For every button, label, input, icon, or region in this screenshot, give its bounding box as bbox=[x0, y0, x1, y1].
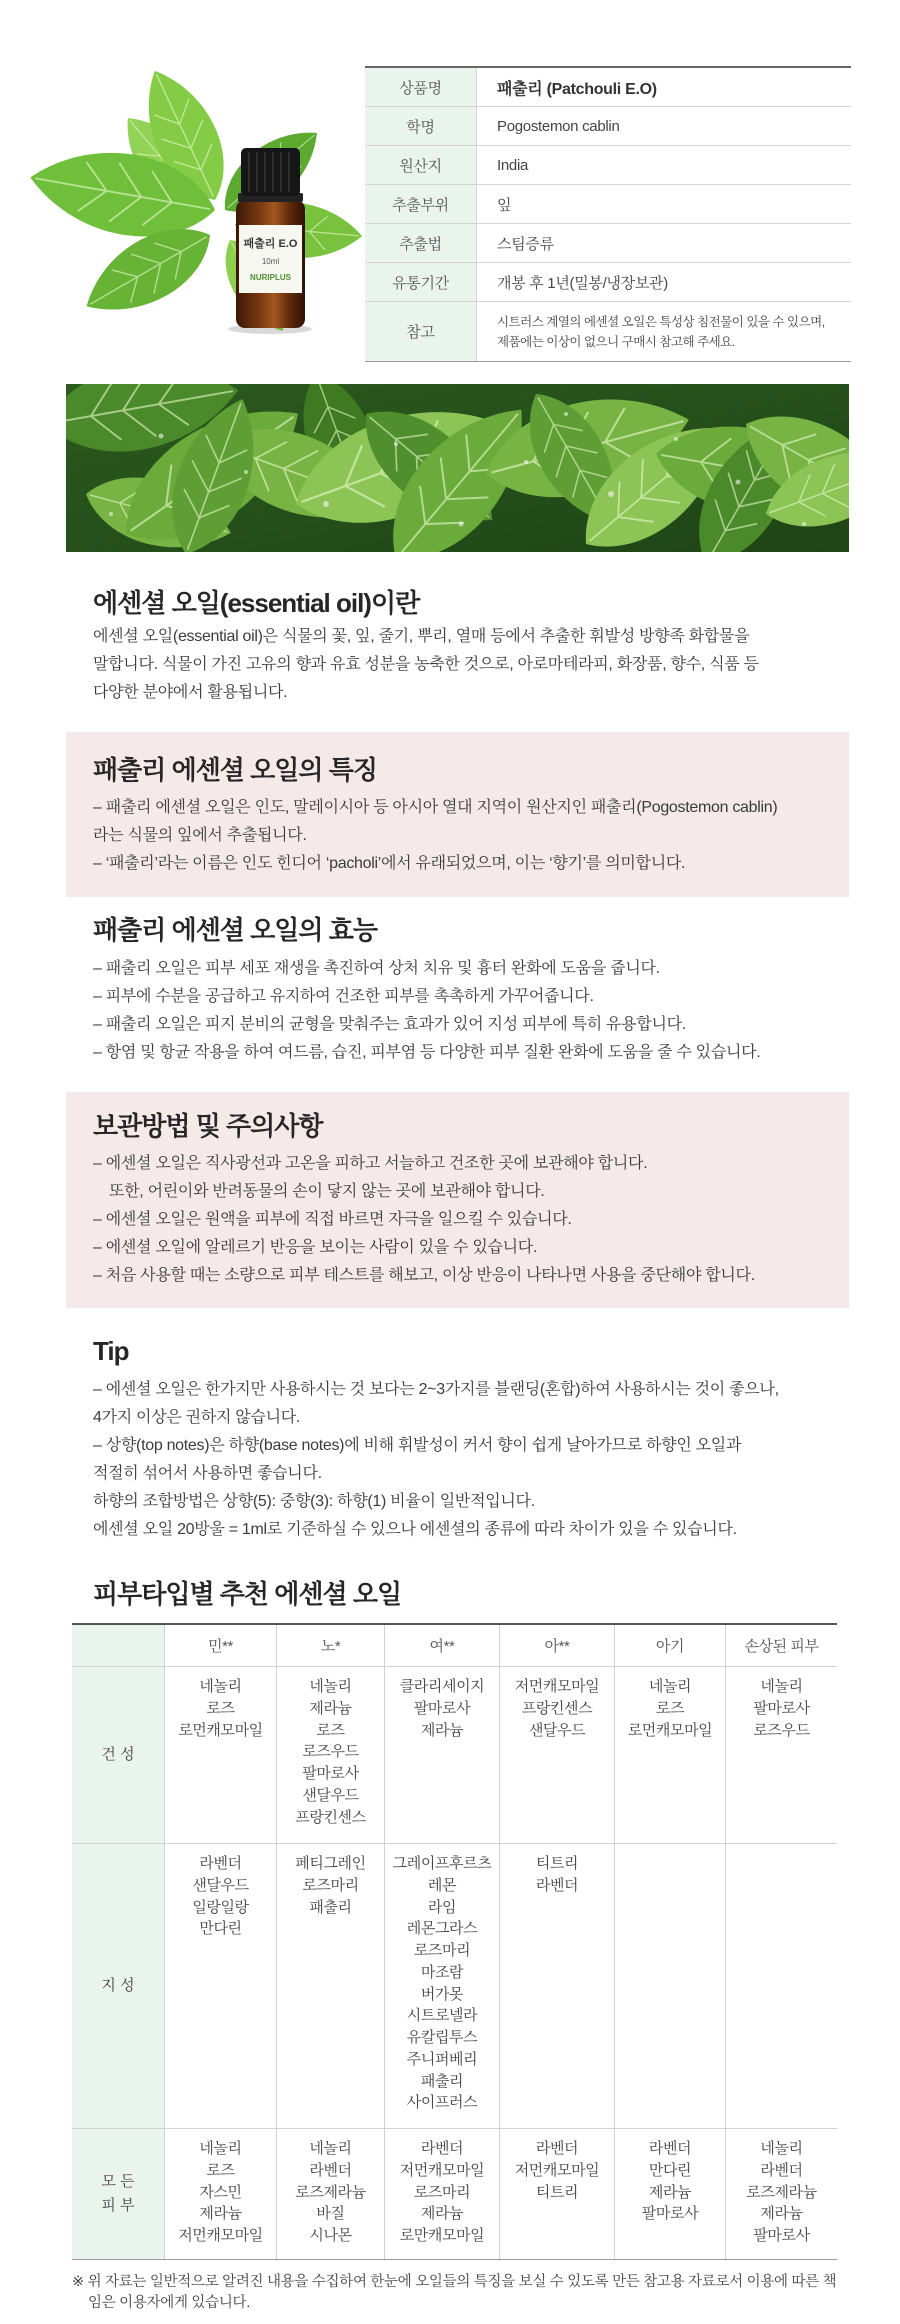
skin-table-cell bbox=[385, 1667, 500, 1844]
oil-name: 네놀리 bbox=[309, 1678, 352, 1695]
oil-name: 그레이프후르츠 bbox=[392, 1855, 492, 1872]
skin-table-cell bbox=[277, 2129, 385, 2259]
body-line: 말합니다. 식물이 가진 고유의 향과 유효 성분을 농축한 것으로, 아로마테라피, 화장품, 향수, 식품 등 bbox=[93, 656, 759, 673]
body-line: – 처음 사용할 때는 소량으로 피부 테스트를 해보고, 이상 반응이 나타나면 사용을 중단해야 합니다. bbox=[93, 1267, 755, 1284]
oil-name: 제라늄 bbox=[648, 2183, 692, 2201]
oil-name: 네놀리 bbox=[760, 2140, 803, 2157]
oil-name: 로먼캐모마일 bbox=[178, 1721, 263, 1739]
bottle-label-volume: 10ml bbox=[261, 257, 280, 266]
oil-name: 라벤더 bbox=[535, 2140, 579, 2157]
info-row-extraction-part bbox=[365, 185, 851, 224]
oil-name: 로즈제라늄 bbox=[295, 2183, 366, 2201]
oil-name: 팔마로사 bbox=[641, 2205, 699, 2223]
body-line: – 에센셜 오일은 원액을 피부에 직접 바르면 자극을 일으킬 수 있습니다. bbox=[93, 1211, 572, 1228]
body-line: – 피부에 수분을 공급하고 유지하여 건조한 피부를 촉촉하게 가꾸어줍니다. bbox=[93, 988, 594, 1005]
section-title: 피부타입별 추천 에센셜 오일 bbox=[93, 1579, 402, 1609]
skin-table-cell bbox=[277, 1844, 385, 2129]
info-note-value bbox=[477, 302, 851, 361]
oil-name: 제라늄 bbox=[420, 2205, 464, 2223]
section-skin-type bbox=[93, 1576, 900, 1612]
oil-name: 클라리세이지 bbox=[399, 1678, 485, 1695]
oil-name: 저먼캐모마일 bbox=[514, 1678, 600, 1695]
info-label: 추출법 bbox=[365, 224, 477, 262]
skin-row-label-line: 피 부 bbox=[101, 2197, 135, 2214]
skin-table-cell bbox=[615, 2129, 726, 2259]
oil-name: 샌달우드 bbox=[302, 1786, 359, 1804]
section-body bbox=[93, 1150, 849, 1290]
info-row-scientific-name bbox=[365, 107, 851, 146]
body-line: 또한, 어린이와 반려동물의 손이 닿지 않는 곳에 보관해야 합니다. bbox=[109, 1183, 545, 1200]
body-line: 다양한 분야에서 활용됩니다. bbox=[93, 684, 288, 701]
skin-table-cell bbox=[615, 1844, 726, 2129]
info-label: 상품명 bbox=[365, 68, 477, 106]
info-row-origin bbox=[365, 146, 851, 185]
body-line: 라는 식물의 잎에서 추출됩니다. bbox=[93, 827, 307, 844]
skin-table-cell bbox=[385, 2129, 500, 2259]
info-value: 패출리 (Patchouli E.O) bbox=[497, 80, 657, 98]
oil-name: 로즈제라늄 bbox=[746, 2183, 817, 2201]
column-header: 여** bbox=[385, 1625, 500, 1667]
leaves-banner-image bbox=[66, 384, 849, 552]
body-line: – 패출리 오일은 피지 분비의 균형을 맞춰주는 효과가 있어 지성 피부에 특히 유용합니다. bbox=[93, 1016, 686, 1033]
body-line: 적절히 섞어서 사용하면 좋습니다. bbox=[93, 1465, 322, 1482]
oil-name: 저먼캐모마일 bbox=[399, 2161, 485, 2179]
skin-row-label-line: 모 든 bbox=[101, 2173, 135, 2190]
info-value: 개봉 후 1년(밀봉/냉장보관) bbox=[497, 274, 668, 292]
body-line: – 상향(top notes)은 하향(base notes)에 비해 휘발성이 커서 향이 쉽게 날아가므로 하향인 오일과 bbox=[93, 1437, 742, 1454]
skin-row-label bbox=[72, 1844, 165, 2129]
oil-name: 제라늄 bbox=[309, 1699, 352, 1717]
info-value: 스팀증류 bbox=[497, 235, 554, 253]
oil-name: 라벤더 bbox=[648, 2140, 692, 2157]
skin-table-cell bbox=[277, 1667, 385, 1844]
bottle-label-name: 패출리 E.O bbox=[243, 238, 298, 250]
oil-name: 로즈 bbox=[316, 1721, 345, 1739]
product-info-table bbox=[365, 66, 851, 362]
oil-name: 로즈우드 bbox=[302, 1743, 359, 1761]
info-note-line: 제품에는 이상이 없으니 구매시 참고해 주세요. bbox=[497, 334, 735, 349]
body-line: – ‘패출리’라는 이름은 인도 힌디어 ‘pacholi’에서 유래되었으며, 이는 ‘향기’를 의미합니다. bbox=[93, 855, 686, 872]
column-header: 노* bbox=[277, 1625, 385, 1667]
info-value: Pogostemon cablin bbox=[497, 117, 620, 135]
section-tip bbox=[93, 1333, 900, 1544]
body-line: 에센셜 오일 20방울 = 1ml로 기준하실 수 있으나 에센셜의 종류에 따라 차이가 있을 수 있습니다. bbox=[93, 1521, 737, 1538]
oil-name: 팔마로사 bbox=[753, 1699, 810, 1717]
body-line: – 패출리 오일은 피부 세포 재생을 촉진하여 상처 치유 및 흉터 완화에 도움을 줍니다. bbox=[93, 960, 660, 977]
oil-name: 네놀리 bbox=[199, 2140, 242, 2157]
footnote: ※ 위 자료는 일반적으로 알려진 내용을 수집하여 한눈에 오일들의 특징을 보실 수 있도록 만든 참고용 자료로서 이용에 따른 책임은 이용자에게 있습니다. bbox=[72, 2274, 837, 2311]
skin-table-cell bbox=[165, 1667, 277, 1844]
oil-name: 페티그레인 bbox=[295, 1855, 366, 1872]
skin-table-cell bbox=[726, 1844, 837, 2129]
section-body bbox=[93, 1376, 900, 1544]
oil-name: 프랑킨센스 bbox=[521, 1699, 593, 1717]
oil-name: 시나몬 bbox=[309, 2227, 352, 2244]
oil-name: 사이프러스 bbox=[406, 2094, 478, 2112]
skin-table-cell bbox=[165, 1844, 277, 2129]
info-label: 참고 bbox=[365, 302, 477, 361]
oil-name: 라벤더 bbox=[535, 1876, 579, 1894]
oil-name: 팔마로사 bbox=[302, 1765, 359, 1782]
info-value: 잎 bbox=[497, 196, 512, 214]
oil-name: 로즈마리 bbox=[413, 2183, 471, 2201]
oil-name: 로즈 bbox=[206, 2161, 235, 2179]
skin-table-cell bbox=[500, 2129, 615, 2259]
skin-table-cell bbox=[500, 1844, 615, 2129]
table-corner-cell bbox=[72, 1625, 165, 1667]
section-storage bbox=[66, 1092, 849, 1308]
section-features bbox=[66, 732, 849, 897]
skin-row-label bbox=[72, 2129, 165, 2259]
oil-name: 라임 bbox=[427, 1898, 457, 1916]
oil-name: 제라늄 bbox=[420, 1721, 464, 1739]
skin-type-table bbox=[72, 1623, 837, 2260]
oil-name: 팔마로사 bbox=[413, 1699, 471, 1717]
oil-name: 주니퍼베리 bbox=[406, 2050, 478, 2068]
oil-name: 시트로넬라 bbox=[406, 2007, 478, 2025]
oil-name: 샌달우드 bbox=[528, 1721, 586, 1739]
oil-name: 네놀리 bbox=[309, 2140, 352, 2157]
body-line: 에센셜 오일(essential oil)은 식물의 꽃, 잎, 줄기, 뿌리, 열매 등에서 추출한 휘발성 방향족 화합물을 bbox=[93, 628, 750, 645]
section-title: 패출리 에센셜 오일의 특징 bbox=[93, 755, 377, 785]
column-header: 아기 bbox=[615, 1625, 726, 1667]
oil-name: 라벤더 bbox=[760, 2161, 803, 2179]
column-header: 아** bbox=[500, 1625, 615, 1667]
oil-name: 로즈 bbox=[206, 1699, 235, 1717]
oil-name: 패출리 bbox=[309, 1898, 352, 1916]
body-line: 4가지 이상은 권하지 않습니다. bbox=[93, 1409, 301, 1426]
skin-table-cell bbox=[726, 2129, 837, 2259]
oil-name: 로즈우드 bbox=[753, 1721, 810, 1739]
oil-name: 마조람 bbox=[420, 1963, 464, 1981]
oil-name: 라벤더 bbox=[420, 2140, 464, 2157]
oil-name: 유칼립투스 bbox=[406, 2029, 478, 2046]
body-line: 하향의 조합방법은 상향(5): 중향(3): 하향(1) 비율이 일반적입니다. bbox=[93, 1493, 535, 1510]
info-value: India bbox=[497, 156, 529, 174]
content bbox=[0, 552, 900, 2314]
oil-name: 버가못 bbox=[420, 1985, 464, 2003]
body-line: – 에센셜 오일은 한가지만 사용하시는 것 보다는 2~3가지를 블랜딩(혼합)하여 사용하시는 것이 좋으나, bbox=[93, 1381, 779, 1398]
oil-name: 바질 bbox=[316, 2205, 345, 2223]
oil-name: 샌달우드 bbox=[192, 1876, 249, 1894]
oil-name: 네놀리 bbox=[199, 1678, 242, 1695]
section-title: 보관방법 및 주의사항 bbox=[93, 1111, 323, 1141]
oil-name: 패출리 bbox=[420, 2072, 464, 2090]
body-line: – 에센셜 오일에 알레르기 반응을 보이는 사람이 있을 수 있습니다. bbox=[93, 1239, 538, 1256]
oil-name: 네놀리 bbox=[760, 1678, 803, 1695]
oil-name: 일랑일랑 bbox=[192, 1898, 249, 1916]
oil-name: 로즈마리 bbox=[302, 1876, 359, 1894]
skin-table-cell bbox=[165, 2129, 277, 2259]
info-note-line: 시트러스 계열의 에센셜 오일은 특성상 침전물이 있을 수 있으며, bbox=[497, 314, 825, 329]
section-body bbox=[93, 955, 900, 1067]
oil-name: 로만캐모마일 bbox=[399, 2227, 485, 2244]
body-line: – 항염 및 항균 작용을 하여 여드름, 습진, 피부염 등 다양한 피부 질환 완화에 도움을 줄 수 있습니다. bbox=[93, 1044, 761, 1061]
info-row-note bbox=[365, 302, 851, 361]
product-photo bbox=[0, 60, 365, 360]
column-header: 민** bbox=[165, 1625, 277, 1667]
body-line: – 에센셜 오일은 직사광선과 고온을 피하고 서늘하고 건조한 곳에 보관해야 합니다. bbox=[93, 1155, 648, 1172]
oil-name: 제라늄 bbox=[199, 2205, 242, 2223]
section-body bbox=[93, 794, 849, 878]
oil-name: 제라늄 bbox=[760, 2205, 803, 2223]
skin-row-label bbox=[72, 1667, 165, 1844]
oil-name: 자스민 bbox=[199, 2183, 242, 2201]
skin-table-cell bbox=[615, 1667, 726, 1844]
oil-name: 티트리 bbox=[535, 2183, 579, 2201]
oil-name: 로즈 bbox=[655, 1699, 685, 1717]
info-row-product-name bbox=[365, 68, 851, 107]
oil-name: 네놀리 bbox=[648, 1678, 692, 1695]
oil-name: 로즈마리 bbox=[413, 1942, 471, 1959]
oil-name: 로먼캐모마일 bbox=[627, 1721, 713, 1739]
oil-name: 저먼캐모마일 bbox=[178, 2227, 263, 2244]
skin-table-cell bbox=[500, 1667, 615, 1844]
section-body bbox=[93, 623, 900, 707]
oil-name: 만다린 bbox=[199, 1920, 242, 1938]
info-row-extraction-method bbox=[365, 224, 851, 263]
oil-name: 저먼캐모마일 bbox=[514, 2161, 600, 2179]
body-line: – 패출리 에센셜 오일은 인도, 말레이시아 등 아시아 열대 지역이 원산지인 패출리(Pogostemon cablin) bbox=[93, 799, 778, 816]
section-essential-oil bbox=[93, 585, 900, 707]
oil-name: 티트리 bbox=[535, 1855, 579, 1872]
oil-name: 레몬 bbox=[427, 1876, 457, 1894]
info-label: 유통기간 bbox=[365, 263, 477, 301]
info-label: 원산지 bbox=[365, 146, 477, 184]
info-label: 추출부위 bbox=[365, 185, 477, 223]
oil-name: 만다린 bbox=[648, 2161, 692, 2179]
info-label: 학명 bbox=[365, 107, 477, 145]
skin-row-label-line: 건 성 bbox=[101, 1746, 135, 1763]
info-row-shelf-life bbox=[365, 263, 851, 302]
oil-name: 팔마로사 bbox=[753, 2227, 810, 2244]
oil-name: 라벤더 bbox=[309, 2161, 352, 2179]
oil-name: 라벤더 bbox=[199, 1855, 242, 1872]
skin-table-cell bbox=[385, 1844, 500, 2129]
section-title: Tip bbox=[93, 1336, 129, 1366]
section-benefits bbox=[93, 912, 900, 1067]
skin-row-label-line: 지 성 bbox=[101, 1977, 135, 1994]
oil-name: 프랑킨센스 bbox=[295, 1808, 366, 1826]
bottle-label-brand: NURIPLUS bbox=[250, 273, 291, 282]
oil-name: 레몬그라스 bbox=[406, 1920, 478, 1938]
column-header: 손상된 피부 bbox=[726, 1625, 837, 1667]
section-title: 패출리 에센셜 오일의 효능 bbox=[93, 915, 377, 945]
skin-table-cell bbox=[726, 1667, 837, 1844]
section-title: 에센셜 오일(essential oil)이란 bbox=[93, 588, 420, 618]
